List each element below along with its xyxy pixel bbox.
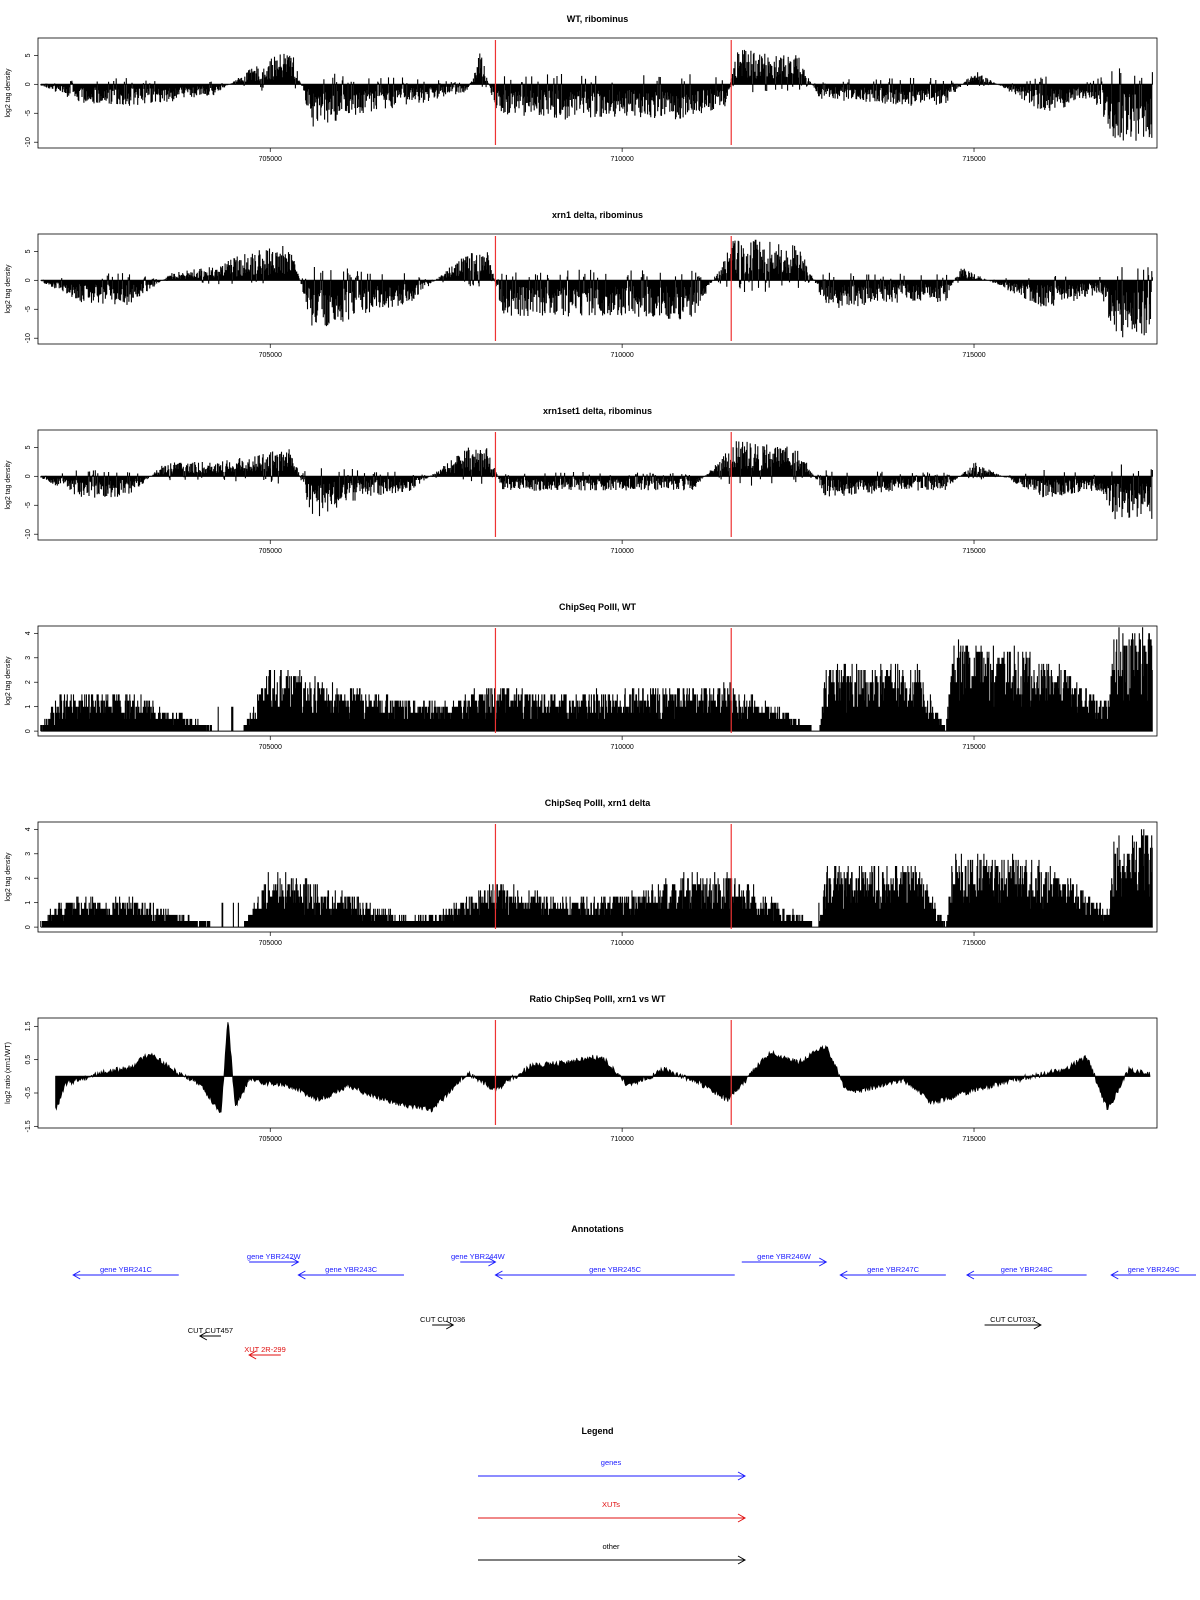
- y-tick-label: -10: [25, 529, 32, 540]
- chart-panel-5: [5, 798, 1157, 947]
- y-axis-label: log2 tag density: [5, 264, 12, 314]
- annotation-label: gene YBR245C: [589, 1265, 642, 1274]
- x-tick-label: 715000: [962, 940, 986, 947]
- y-tick-label: 0: [25, 82, 32, 87]
- data-bars: [41, 829, 1152, 927]
- data-marks: [41, 441, 1153, 519]
- y-tick-label: 5: [25, 53, 32, 58]
- data-marks: [41, 50, 1153, 141]
- y-axis-label: log2 tag density: [5, 852, 12, 902]
- data-marks: [56, 1022, 1150, 1112]
- chart-panel-1: [5, 14, 1157, 163]
- chart-title: Ratio ChipSeq PolII, xrn1 vs WT: [529, 994, 666, 1004]
- y-tick-label: -5: [25, 306, 32, 313]
- chart-title: ChipSeq PolII, xrn1 delta: [544, 798, 651, 808]
- y-tick-label: 0: [25, 474, 32, 479]
- plot-frame: [38, 430, 1157, 540]
- x-tick-label: 715000: [962, 1136, 986, 1143]
- annotation-label: gene YBR243C: [325, 1265, 378, 1274]
- y-tick-label: -5: [25, 110, 32, 117]
- y-tick-label: 5: [25, 445, 32, 450]
- x-tick-label: 710000: [610, 940, 634, 947]
- annotations-title: Annotations: [571, 1224, 624, 1234]
- chart-title: ChipSeq PolII, WT: [559, 602, 636, 612]
- data-marks: [41, 829, 1153, 927]
- chart-title: xrn1set1 delta, ribominus: [542, 406, 653, 416]
- x-tick-label: 715000: [962, 548, 986, 555]
- legend-label-gene: genes: [600, 1458, 622, 1467]
- y-tick-label: -0.5: [25, 1086, 32, 1100]
- y-tick-label: 1.5: [25, 1021, 32, 1032]
- x-tick-label: 715000: [962, 352, 986, 359]
- annotation-label: CUT CUT036: [420, 1315, 466, 1324]
- y-tick-label: 2: [25, 680, 32, 685]
- annotation-label: gene YBR249C: [1127, 1265, 1180, 1274]
- y-tick-label: 0: [25, 925, 32, 930]
- y-axis-label: log2 tag density: [5, 656, 12, 706]
- annotation-label: gene YBR248C: [1000, 1265, 1053, 1274]
- annotation-label: CUT CUT037: [990, 1315, 1036, 1324]
- annotations-panel: [73, 1224, 1196, 1359]
- annotation-label: gene YBR242W: [246, 1252, 301, 1261]
- legend-title: Legend: [581, 1426, 614, 1436]
- plot-frame: [38, 234, 1157, 344]
- y-tick-label: 5: [25, 249, 32, 254]
- y-tick-label: -10: [25, 137, 32, 148]
- x-tick-label: 705000: [258, 156, 282, 163]
- data-bars: [41, 441, 1153, 519]
- y-tick-label: 3: [25, 851, 32, 856]
- y-tick-label: 4: [25, 631, 32, 636]
- y-axis-label: log2 tag density: [5, 68, 12, 118]
- x-tick-label: 705000: [258, 548, 282, 555]
- y-tick-label: 4: [25, 827, 32, 832]
- y-tick-label: 0: [25, 729, 32, 734]
- chart-panel-3: [5, 406, 1157, 555]
- y-tick-label: 1: [25, 704, 32, 709]
- y-tick-label: 2: [25, 876, 32, 881]
- annotation-label: gene YBR244W: [451, 1252, 505, 1261]
- annotation-label: gene YBR241C: [99, 1265, 152, 1274]
- x-tick-label: 705000: [258, 352, 282, 359]
- annotation-label: gene YBR247C: [867, 1265, 920, 1274]
- data-marks: [41, 627, 1153, 731]
- y-tick-label: 3: [25, 655, 32, 660]
- y-tick-label: -5: [25, 502, 32, 509]
- y-tick-label: 1: [25, 900, 32, 905]
- x-tick-label: 715000: [962, 156, 986, 163]
- x-tick-label: 710000: [610, 156, 634, 163]
- chart-panel-2: [5, 210, 1157, 359]
- x-tick-label: 705000: [258, 1136, 282, 1143]
- annotation-label: XUT 2R-299: [244, 1345, 286, 1354]
- data-bars: [41, 240, 1153, 338]
- ratio-area: [56, 1022, 1150, 1112]
- chart-title: xrn1 delta, ribominus: [551, 210, 644, 220]
- annotation-label: gene YBR246W: [757, 1252, 811, 1261]
- data-marks: [41, 240, 1153, 338]
- y-tick-label: 0.5: [25, 1054, 32, 1065]
- x-tick-label: 710000: [610, 352, 634, 359]
- chart-panel-4: [5, 602, 1157, 751]
- y-axis-label: log2 tag density: [5, 460, 12, 510]
- x-tick-label: 710000: [610, 744, 634, 751]
- legend-arrow-xut: [478, 1514, 745, 1522]
- y-tick-label: -1.5: [25, 1120, 32, 1133]
- data-bars: [41, 627, 1152, 731]
- x-tick-label: 705000: [258, 940, 282, 947]
- chart-panel-6: [5, 994, 1157, 1143]
- x-tick-label: 705000: [258, 744, 282, 751]
- legend-panel: [478, 1426, 745, 1564]
- legend-arrow-other: [478, 1556, 745, 1564]
- data-bars: [41, 50, 1153, 141]
- x-tick-label: 710000: [610, 1136, 634, 1143]
- legend-arrow-gene: [478, 1472, 745, 1480]
- y-tick-label: -10: [25, 333, 32, 344]
- x-tick-label: 710000: [610, 548, 634, 555]
- y-axis-label: log2 ratio (xrn1/WT): [5, 1042, 12, 1104]
- legend-label-other: other: [602, 1542, 620, 1551]
- annotation-label: CUT CUT457: [187, 1326, 234, 1335]
- x-tick-label: 715000: [962, 744, 986, 751]
- chart-title: WT, ribominus: [566, 14, 629, 24]
- y-tick-label: 0: [25, 278, 32, 283]
- legend-label-xut: XUTs: [602, 1500, 620, 1509]
